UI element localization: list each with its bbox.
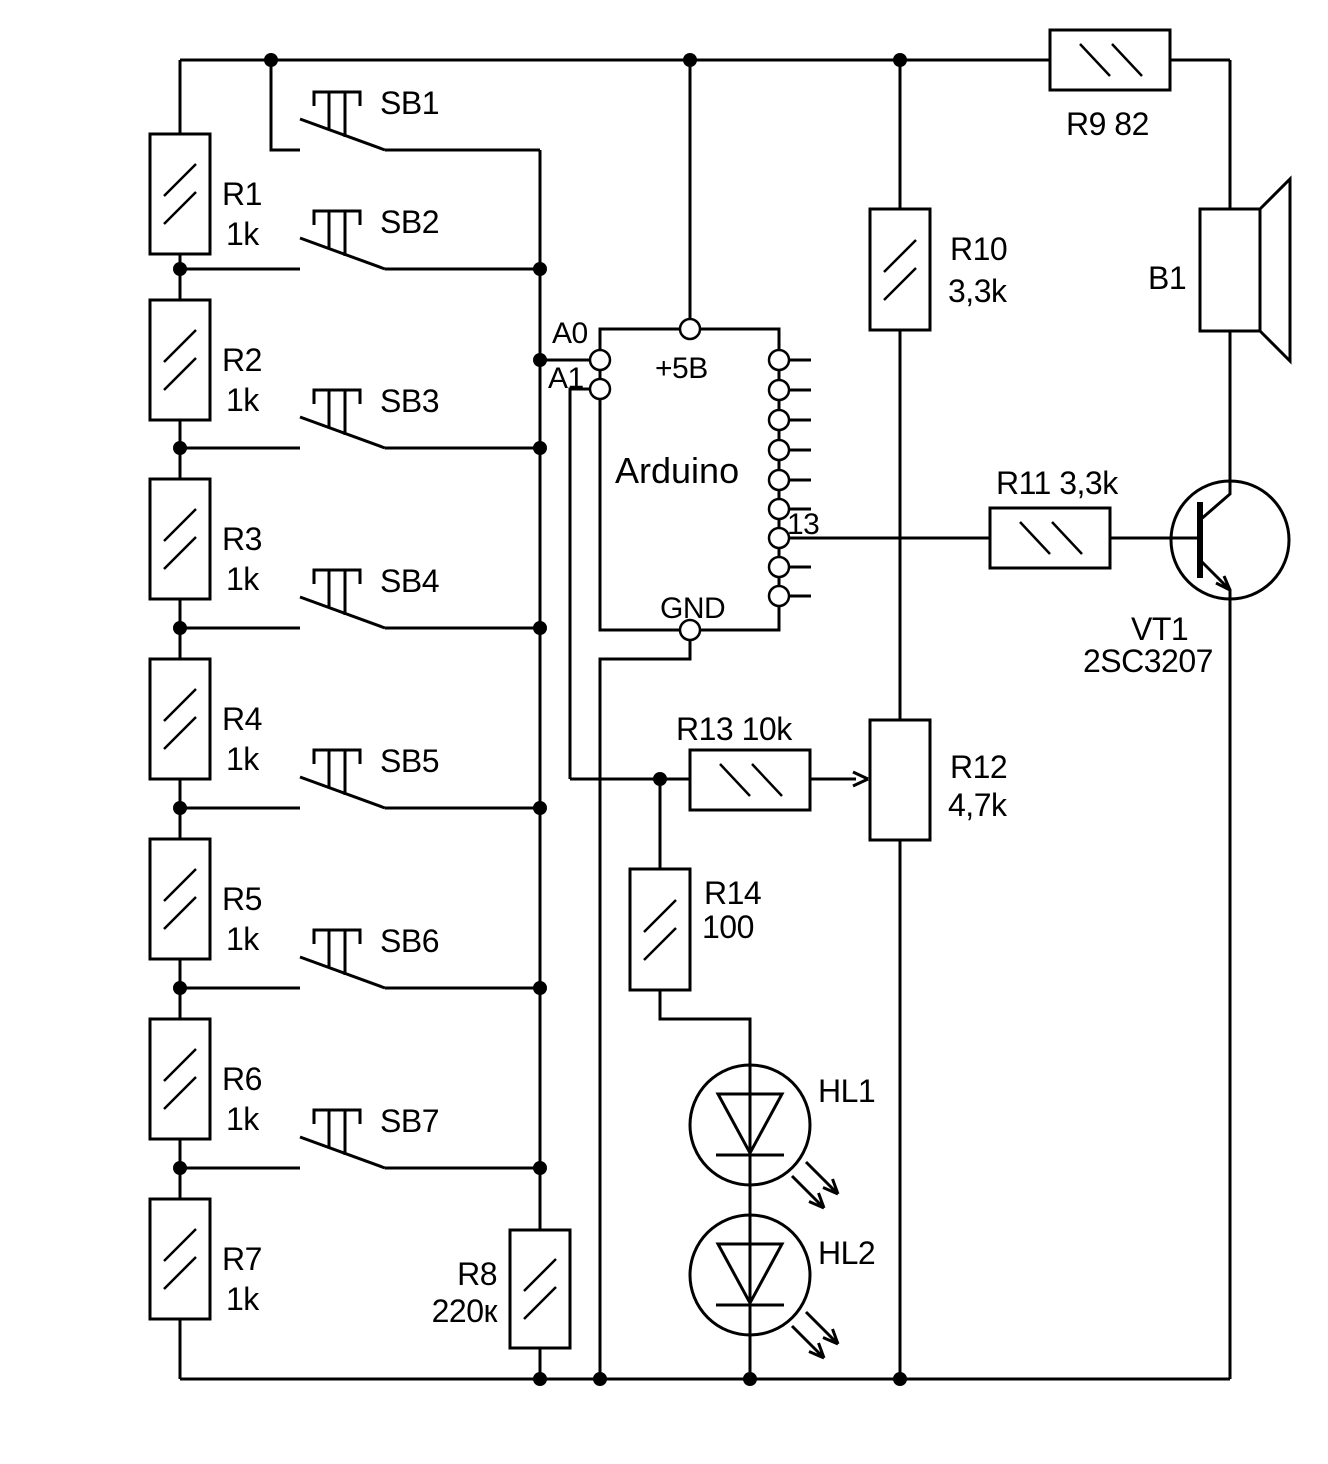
r4-value: 1k: [226, 741, 259, 777]
r2-label: R2: [222, 342, 262, 378]
arduino-right-pin-8: [769, 557, 789, 577]
resistor-r5: [150, 839, 210, 959]
sb1-label: SB1: [380, 85, 439, 121]
arduino-pin-13: [769, 528, 789, 548]
arduino-right-pin-3: [769, 410, 789, 430]
sb5-label: SB5: [380, 743, 439, 779]
hl1-label: HL1: [818, 1073, 876, 1109]
sb3-plunger-icon: [314, 390, 360, 435]
pin-a1-label: A1: [548, 362, 584, 395]
resistor-r2: [150, 300, 210, 420]
a1-wire: [570, 389, 600, 779]
r11-label: R11 3,3k: [996, 465, 1118, 501]
sb4-plunger-icon: [314, 570, 360, 615]
led-details: [660, 990, 838, 1379]
sb3-blade: [300, 417, 385, 448]
r5-value: 1k: [226, 921, 259, 957]
arduino-right-pin-1: [769, 350, 789, 370]
arduino-pin-a1: [590, 379, 610, 399]
arduino-pin-5v: [680, 319, 700, 339]
b1-label: B1: [1148, 260, 1187, 296]
resistor-r7: [150, 1199, 210, 1319]
resistor-r14: [630, 869, 690, 990]
sb6-blade: [300, 957, 385, 988]
sb6-plunger-icon: [314, 930, 360, 975]
sb1-blade: [300, 119, 385, 150]
r10-value: 3,3k: [948, 273, 1007, 309]
hl2-emission-arrows-icon: [792, 1312, 838, 1358]
r9-label: R9 82: [1066, 106, 1149, 142]
sb2-plunger-icon: [314, 211, 360, 256]
r13-label: R13 10k: [676, 711, 792, 747]
arduino-right-pin-2: [769, 380, 789, 400]
arduino-right-pin-5: [769, 470, 789, 490]
r7-value: 1k: [226, 1281, 259, 1317]
sb7-plunger-icon: [314, 1110, 360, 1155]
arduino-right-pin-6: [769, 499, 789, 519]
arduino-pin-a0: [590, 350, 610, 370]
arduino-right-pin-9: [769, 586, 789, 606]
sb5-plunger-icon: [314, 750, 360, 795]
arduino-title: Arduino: [615, 450, 740, 491]
transistor-vt1: [1171, 480, 1289, 600]
sb3-label: SB3: [380, 383, 439, 419]
r3-label: R3: [222, 521, 262, 557]
resistor-r4: [150, 659, 210, 779]
sb4-blade: [300, 597, 385, 628]
resistor-r6: [150, 1019, 210, 1139]
sb5-blade: [300, 777, 385, 808]
hl1-emission-arrows-icon: [792, 1162, 838, 1208]
r8-label: R8: [457, 1256, 497, 1292]
r6-label: R6: [222, 1061, 262, 1097]
r5-label: R5: [222, 881, 262, 917]
arduino-pin-stubs: [789, 360, 811, 596]
sb7-blade: [300, 1137, 385, 1168]
resistor-r11: [990, 508, 1110, 568]
pin-gnd-label: GND: [660, 592, 726, 625]
hl2-label: HL2: [818, 1235, 876, 1271]
r7-label: R7: [222, 1241, 262, 1277]
potentiometer-r12: [853, 720, 930, 840]
vt1-label: VT1: [1131, 611, 1189, 647]
resistor-r3: [150, 479, 210, 599]
sb2-label: SB2: [380, 204, 439, 240]
sb7-label: SB7: [380, 1103, 439, 1139]
sb2-blade: [300, 238, 385, 269]
pin-a0-label: A0: [552, 317, 588, 350]
r1-label: R1: [222, 176, 262, 212]
pin-13-label: 13: [787, 508, 820, 541]
resistor-r9: [1050, 30, 1170, 90]
r2-value: 1k: [226, 382, 259, 418]
r12-label: R12: [950, 749, 1008, 785]
arduino-right-pin-4: [769, 440, 789, 460]
r14-value: 100: [702, 909, 754, 945]
resistor-r1: [150, 134, 210, 254]
sb1-plunger-icon: [314, 92, 360, 137]
r14-label: R14: [704, 875, 762, 911]
resistor-r8: [510, 1230, 570, 1348]
vt1-circle: [1171, 481, 1289, 599]
resistor-r13: [690, 750, 810, 810]
speaker-cone-icon: [1260, 179, 1290, 361]
speaker-b1: [1200, 179, 1290, 361]
r6-value: 1k: [226, 1101, 259, 1137]
sb4-label: SB4: [380, 563, 439, 599]
r12-value: 4,7k: [948, 787, 1007, 823]
pin-5v-label: +5B: [655, 352, 708, 385]
r4-label: R4: [222, 701, 262, 737]
resistor-r10: [870, 209, 930, 330]
r8-value: 220к: [431, 1293, 497, 1329]
vt1-part: 2SC3207: [1083, 643, 1213, 679]
sb6-label: SB6: [380, 923, 439, 959]
r3-value: 1k: [226, 561, 259, 597]
r10-label: R10: [950, 231, 1008, 267]
r1-value: 1k: [226, 216, 259, 252]
